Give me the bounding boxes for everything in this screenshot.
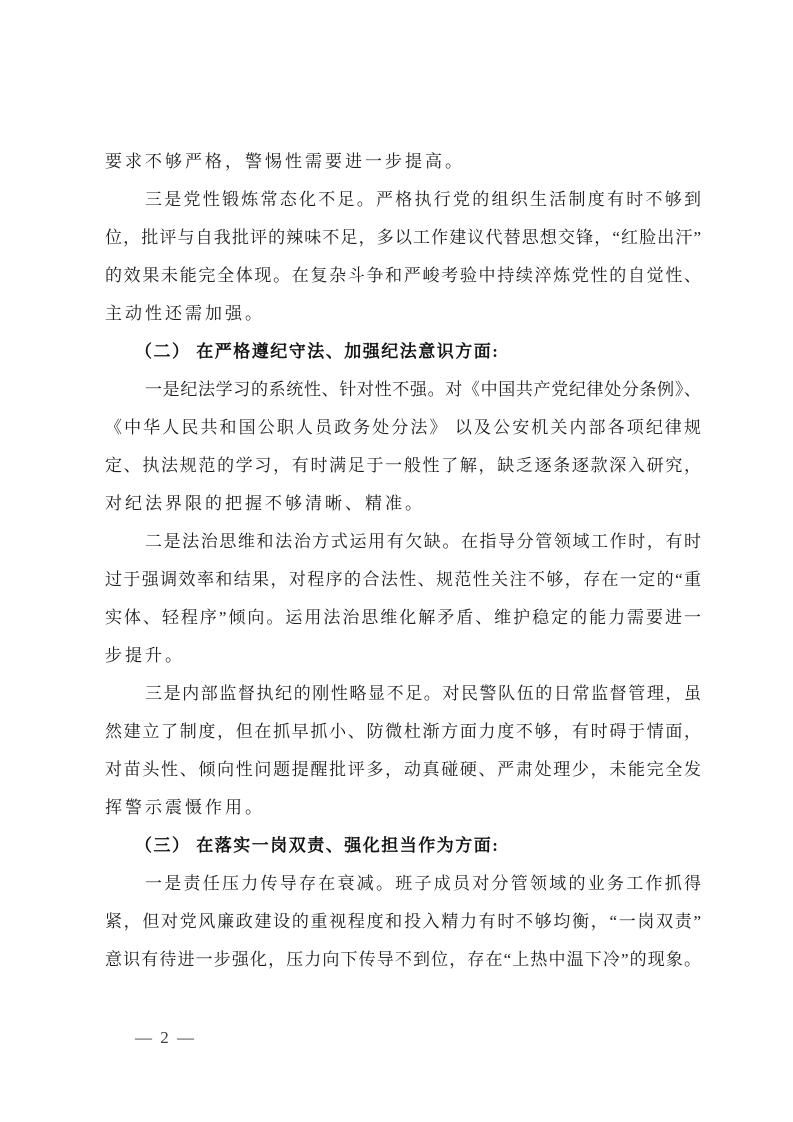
paragraph-line: 一是责任压力传导存在衰减。班子成员对分管领域的业务工作抓得: [145, 874, 701, 893]
paragraph-line: 紧，但对党风廉政建设的重视程度和投入精力有时不够均衡，“一岗双责”: [105, 912, 701, 931]
paragraph-line: 的效果未能完全体现。在复杂斗争和严峻考验中持续淬炼党性的自觉性、: [105, 266, 701, 285]
page-number: — 2 —: [135, 1028, 196, 1047]
paragraph-line: 然建立了制度，但在抓早抓小、防微杜渐方面力度不够，有时碍于情面，: [105, 722, 701, 741]
paragraph-line: 三是党性锻炼常态化不足。严格执行党的组织生活制度有时不够到: [145, 190, 701, 209]
paragraph-line: 对苗头性、倾向性问题提醒批评多，动真碰硬、严肃处理少，未能完全发: [105, 760, 701, 779]
paragraph-line: 挥警示震慑作用。: [105, 798, 265, 817]
paragraph-line: 过于强调效率和结果，对程序的合法性、规范性关注不够，存在一定的“重: [105, 570, 701, 589]
paragraph-line: 《中华人民共和国公职人员政务处分法》 以及公安机关内部各项纪律规: [105, 418, 701, 437]
paragraph-line: 主动性还需加强。: [105, 304, 265, 323]
paragraph-line: 定、执法规范的学习，有时满足于一般性了解，缺乏逐条逐款深入研究，: [105, 456, 701, 475]
paragraph-line: 位，批评与自我批评的辣味不足，多以工作建议代替思想交锋，“红脸出汗”: [105, 228, 701, 247]
paragraph-line: 要求不够严格，警惕性需要进一步提高。: [105, 152, 465, 171]
paragraph-line: 三是内部监督执纪的刚性略显不足。对民警队伍的日常监督管理，虽: [145, 684, 701, 703]
paragraph-line: 二是法治思维和法治方式运用有欠缺。在指导分管领域工作时，有时: [145, 532, 701, 551]
paragraph-line: 对纪法界限的把握不够清晰、精准。: [105, 494, 425, 513]
paragraph-line: 实体、轻程序”倾向。运用法治思维化解矛盾、维护稳定的能力需要进一: [105, 608, 701, 627]
paragraph-line: 步提升。: [105, 646, 185, 665]
document-body: [105, 143, 701, 979]
paragraph-line: 意识有待进一步强化，压力向下传导不到位，存在“上热中温下冷”的现象。: [105, 950, 701, 969]
section-heading: （二） 在严格遵纪守法、加强纪法意识方面:: [135, 342, 500, 361]
section-heading: （三） 在落实一岗双责、强化担当作为方面:: [135, 836, 500, 855]
paragraph-line: 一是纪法学习的系统性、针对性不强。对《中国共产党纪律处分条例》、: [145, 380, 701, 399]
